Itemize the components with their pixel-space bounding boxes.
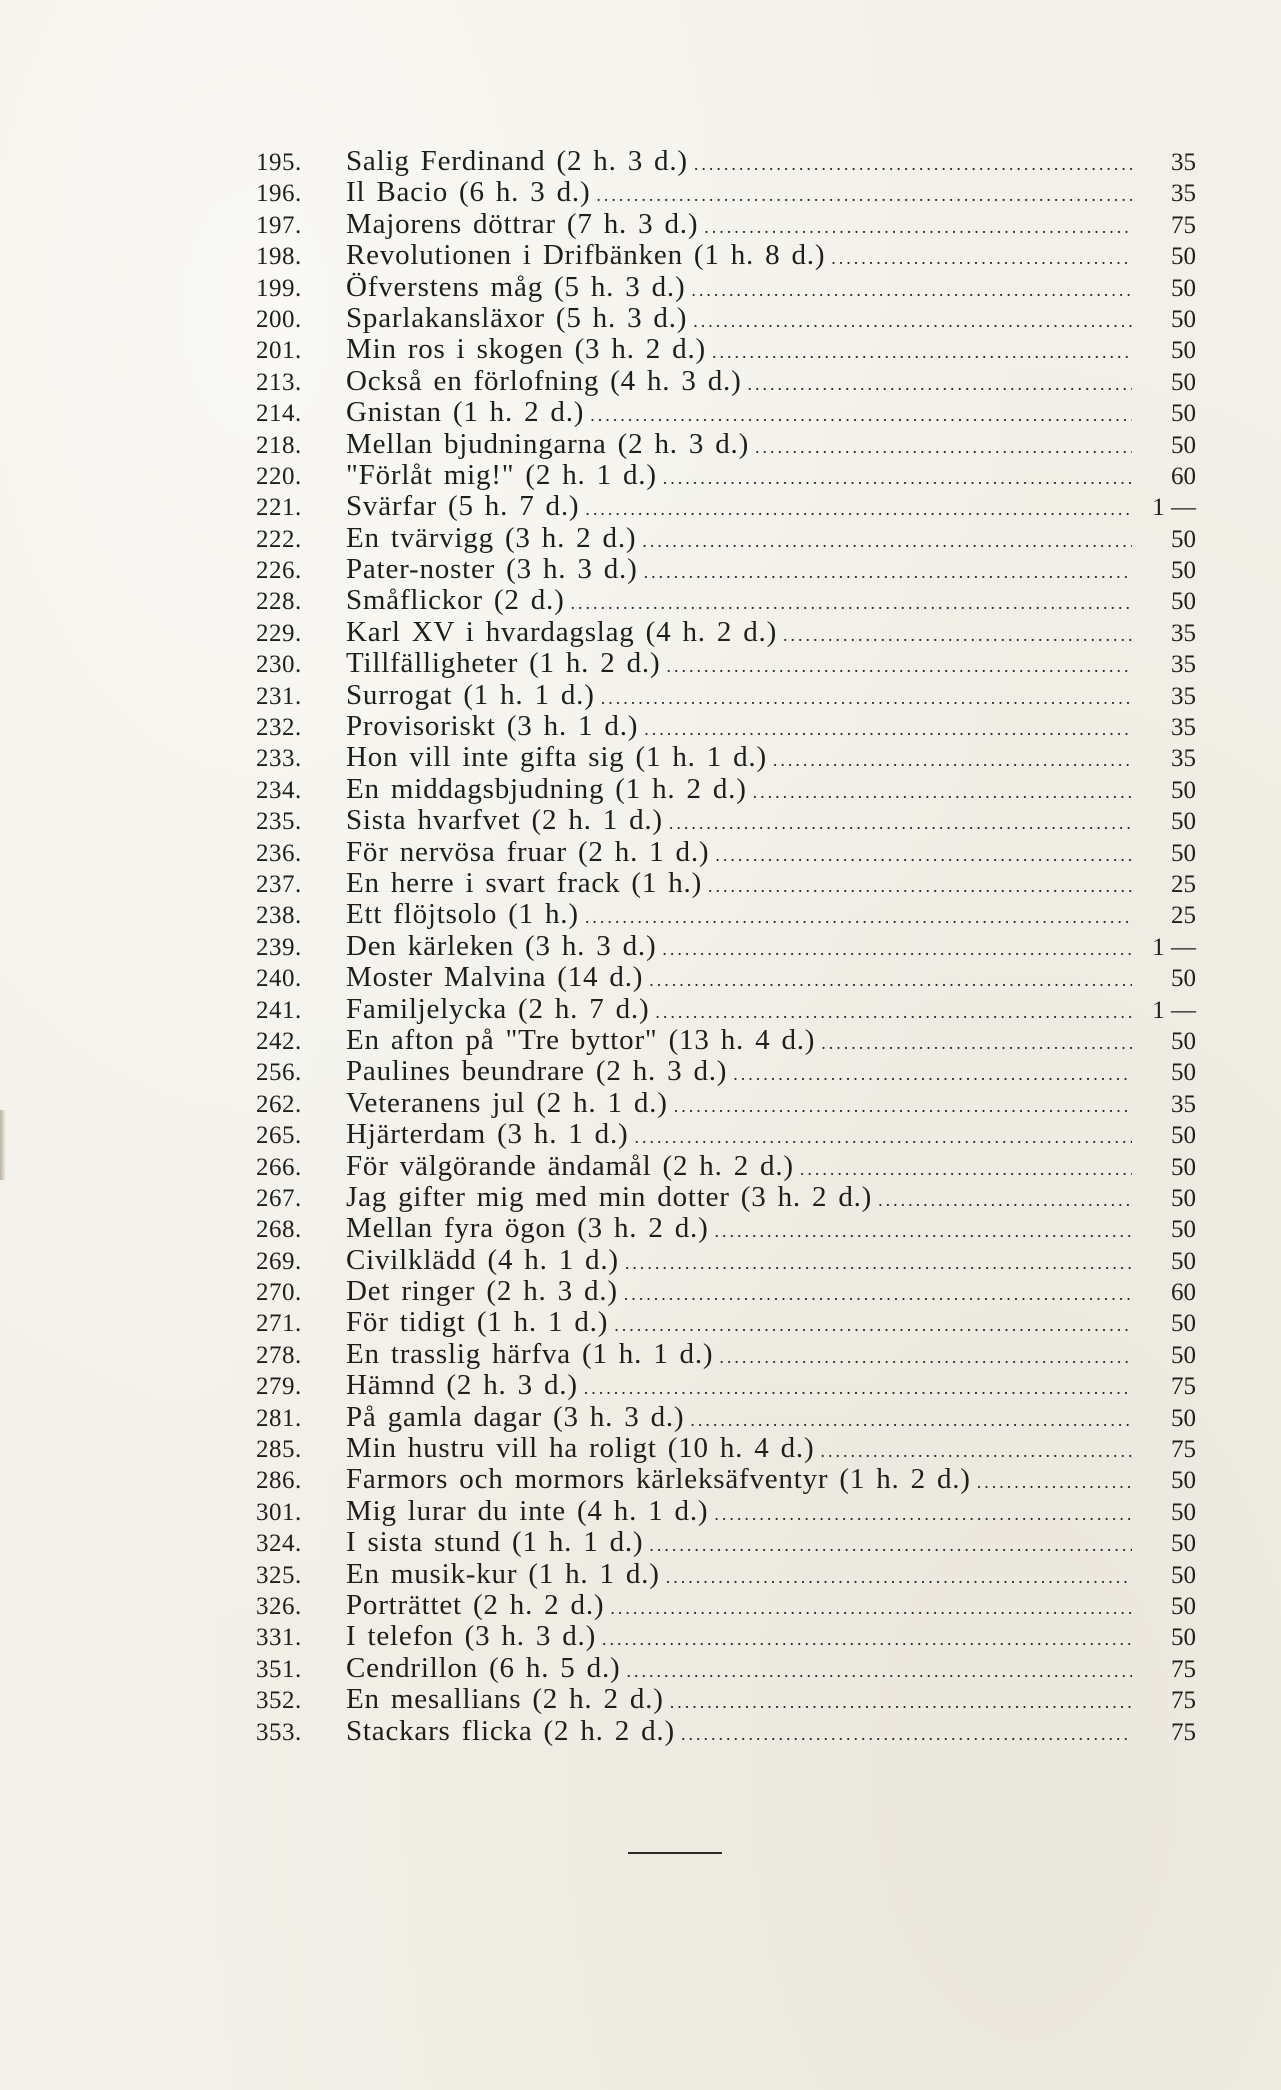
item-number: 267. xyxy=(256,1184,302,1212)
list-item xyxy=(256,240,1196,271)
dot-leader xyxy=(715,840,1132,871)
item-number: 279. xyxy=(256,1373,302,1401)
item-title: Sista hvarfvet (2 h. 1 d.) xyxy=(346,804,663,837)
list-item xyxy=(256,585,1196,616)
item-number: 200. xyxy=(256,305,302,333)
list-item xyxy=(256,994,1196,1025)
page-edge-shadow xyxy=(0,1110,6,1180)
item-number: 281. xyxy=(256,1404,302,1432)
list-item xyxy=(256,1056,1196,1087)
dot-leader xyxy=(821,1028,1132,1059)
item-title: Il Bacio (6 h. 3 d.) xyxy=(346,176,591,209)
dot-leader xyxy=(642,526,1132,557)
dot-leader xyxy=(585,494,1132,525)
item-number: 234. xyxy=(256,776,302,804)
item-price: 50 xyxy=(1171,965,1196,993)
item-price: 50 xyxy=(1171,1561,1196,1589)
item-title: Hämnd (2 h. 3 d.) xyxy=(346,1369,578,1402)
list-item xyxy=(256,177,1196,208)
list-item xyxy=(256,805,1196,836)
item-title: Småflickor (2 d.) xyxy=(346,584,565,617)
list-item xyxy=(256,397,1196,428)
item-title: Moster Malvina (14 d.) xyxy=(346,961,644,994)
item-title: Cendrillon (6 h. 5 d.) xyxy=(346,1651,621,1684)
list-item xyxy=(256,491,1196,522)
dot-leader xyxy=(733,1059,1132,1090)
list-item xyxy=(256,680,1196,711)
dot-leader xyxy=(666,1562,1132,1593)
item-title: Salig Ferdinand (2 h. 3 d.) xyxy=(346,145,688,177)
item-number: 236. xyxy=(256,839,302,867)
item-title: Surrogat (1 h. 1 d.) xyxy=(346,678,595,711)
item-title: Hjärterdam (3 h. 1 d.) xyxy=(346,1118,629,1151)
list-item xyxy=(256,1464,1196,1495)
list-item xyxy=(256,1276,1196,1307)
item-title: Revolutionen i Drifbänken (1 h. 8 d.) xyxy=(346,239,826,272)
dot-leader xyxy=(662,934,1132,965)
item-price: 75 xyxy=(1171,1436,1196,1464)
list-item xyxy=(256,1590,1196,1621)
item-price: 75 xyxy=(1171,1718,1196,1746)
item-number: 241. xyxy=(256,996,302,1024)
item-price: 50 xyxy=(1171,557,1196,585)
list-item xyxy=(256,303,1196,334)
list-item xyxy=(256,837,1196,868)
dot-leader xyxy=(674,1091,1132,1122)
item-title: En trasslig härfva (1 h. 1 d.) xyxy=(346,1337,714,1370)
dot-leader xyxy=(644,557,1132,588)
item-title: En mesallians (2 h. 2 d.) xyxy=(346,1683,664,1716)
item-title: Mig lurar du inte (4 h. 1 d.) xyxy=(346,1494,709,1527)
item-title: "Förlåt mig!" (2 h. 1 d.) xyxy=(346,458,657,491)
item-price: 35 xyxy=(1171,180,1196,208)
list-item xyxy=(256,1182,1196,1213)
item-price: 50 xyxy=(1171,588,1196,616)
item-number: 242. xyxy=(256,1027,302,1055)
item-number: 324. xyxy=(256,1530,302,1558)
item-number: 256. xyxy=(256,1059,302,1087)
item-price: 1 — xyxy=(1152,996,1196,1024)
item-title: Det ringer (2 h. 3 d.) xyxy=(346,1275,618,1308)
item-number: 239. xyxy=(256,933,302,961)
list-item xyxy=(256,1119,1196,1150)
item-title: Farmors och mormors kärleksäfventyr (1 h. 2 d.) xyxy=(346,1463,971,1496)
dot-leader xyxy=(610,1593,1132,1624)
list-item xyxy=(256,209,1196,240)
item-title: Sparlakansläxor (5 h. 3 d.) xyxy=(346,301,688,334)
item-title: Civilklädd (4 h. 1 d.) xyxy=(346,1243,619,1276)
list-item xyxy=(256,1433,1196,1464)
list-item xyxy=(256,1559,1196,1590)
item-price: 35 xyxy=(1171,1090,1196,1118)
item-title: Min ros i skogen (3 h. 2 d.) xyxy=(346,333,706,366)
item-price: 1 — xyxy=(1152,933,1196,961)
item-price: 35 xyxy=(1171,745,1196,773)
list-item xyxy=(256,648,1196,679)
item-price: 1 — xyxy=(1152,494,1196,522)
list-item xyxy=(256,523,1196,554)
item-price: 50 xyxy=(1171,1624,1196,1652)
item-number: 353. xyxy=(256,1718,302,1746)
item-price: 50 xyxy=(1171,1530,1196,1558)
item-title: Porträttet (2 h. 2 d.) xyxy=(346,1588,605,1621)
item-price: 25 xyxy=(1171,902,1196,930)
item-number: 271. xyxy=(256,1310,302,1338)
dot-leader xyxy=(755,432,1132,463)
item-number: 221. xyxy=(256,494,302,522)
list-item xyxy=(256,460,1196,491)
dot-leader xyxy=(715,1216,1132,1247)
item-title: Provisoriskt (3 h. 1 d.) xyxy=(346,710,639,743)
item-number: 262. xyxy=(256,1090,302,1118)
item-number: 226. xyxy=(256,557,302,585)
item-number: 326. xyxy=(256,1592,302,1620)
item-title: En middagsbjudning (1 h. 2 d.) xyxy=(346,772,747,805)
dot-leader xyxy=(602,1624,1132,1655)
item-price: 75 xyxy=(1171,1687,1196,1715)
list-item xyxy=(256,272,1196,303)
item-title: Min hustru vill ha roligt (10 h. 4 d.) xyxy=(346,1432,815,1465)
item-number: 235. xyxy=(256,808,302,836)
item-number: 285. xyxy=(256,1436,302,1464)
item-price: 50 xyxy=(1171,1498,1196,1526)
item-title: Mellan fyra ögon (3 h. 2 d.) xyxy=(346,1212,709,1245)
list-item xyxy=(256,1025,1196,1056)
item-number: 230. xyxy=(256,651,302,679)
play-price-list xyxy=(256,146,1196,1747)
item-price: 60 xyxy=(1171,1279,1196,1307)
item-price: 50 xyxy=(1171,1467,1196,1495)
item-title: Öfverstens måg (5 h. 3 d.) xyxy=(346,270,686,303)
dot-leader xyxy=(691,275,1132,306)
dot-leader xyxy=(626,1656,1132,1687)
item-price: 50 xyxy=(1171,1404,1196,1432)
item-number: 269. xyxy=(256,1247,302,1275)
item-price: 35 xyxy=(1171,714,1196,742)
item-price: 35 xyxy=(1171,651,1196,679)
item-price: 60 xyxy=(1171,462,1196,490)
item-number: 231. xyxy=(256,682,302,710)
item-title: För nervösa fruar (2 h. 1 d.) xyxy=(346,835,710,868)
list-item xyxy=(256,899,1196,930)
list-item xyxy=(256,366,1196,397)
dot-leader xyxy=(753,777,1132,808)
item-price: 50 xyxy=(1171,1216,1196,1244)
list-item xyxy=(256,1151,1196,1182)
dot-leader xyxy=(585,902,1132,933)
item-price: 50 xyxy=(1171,1310,1196,1338)
item-number: 233. xyxy=(256,745,302,773)
item-price: 75 xyxy=(1171,1655,1196,1683)
item-title: Hon vill inte gifta sig (1 h. 1 d.) xyxy=(346,741,767,774)
dot-leader xyxy=(831,243,1132,274)
item-number: 237. xyxy=(256,870,302,898)
item-price: 75 xyxy=(1171,211,1196,239)
item-price: 50 xyxy=(1171,525,1196,553)
dot-leader xyxy=(783,620,1132,651)
dot-leader xyxy=(773,745,1132,776)
item-number: 198. xyxy=(256,243,302,271)
dot-leader xyxy=(977,1467,1132,1498)
item-price: 50 xyxy=(1171,1592,1196,1620)
dot-leader xyxy=(666,651,1132,682)
list-item xyxy=(256,774,1196,805)
item-title: I telefon (3 h. 3 d.) xyxy=(346,1620,597,1653)
list-item xyxy=(256,146,1196,177)
item-number: 270. xyxy=(256,1279,302,1307)
list-item xyxy=(256,1402,1196,1433)
item-price: 50 xyxy=(1171,1341,1196,1369)
list-item xyxy=(256,617,1196,648)
item-price: 50 xyxy=(1171,1153,1196,1181)
dot-leader xyxy=(663,463,1132,494)
dot-leader xyxy=(584,1373,1132,1404)
item-number: 196. xyxy=(256,180,302,208)
item-number: 240. xyxy=(256,965,302,993)
item-title: Majorens döttrar (7 h. 3 d.) xyxy=(346,207,699,240)
dot-leader xyxy=(590,400,1132,431)
item-number: 222. xyxy=(256,525,302,553)
dot-leader xyxy=(670,1687,1132,1718)
list-item xyxy=(256,931,1196,962)
item-title: Gnistan (1 h. 2 d.) xyxy=(346,396,585,429)
dot-leader xyxy=(601,683,1132,714)
list-item xyxy=(256,742,1196,773)
item-title: Mellan bjudningarna (2 h. 3 d.) xyxy=(346,427,750,460)
item-title: För tidigt (1 h. 1 d.) xyxy=(346,1306,609,1339)
item-price: 50 xyxy=(1171,1059,1196,1087)
item-title: Pater-noster (3 h. 3 d.) xyxy=(346,553,638,586)
dot-leader xyxy=(693,306,1132,337)
list-item xyxy=(256,1527,1196,1558)
dot-leader xyxy=(669,808,1132,839)
item-title: För välgörande ändamål (2 h. 2 d.) xyxy=(346,1149,794,1182)
item-price: 25 xyxy=(1171,870,1196,898)
item-title: På gamla dagar (3 h. 3 d.) xyxy=(346,1400,685,1433)
item-title: I sista stund (1 h. 1 d.) xyxy=(346,1526,644,1559)
item-price: 35 xyxy=(1171,149,1196,176)
item-title: Ett flöjtsolo (1 h.) xyxy=(346,898,579,931)
dot-leader xyxy=(714,1499,1132,1530)
item-number: 301. xyxy=(256,1498,302,1526)
item-title: Jag gifter mig med min dotter (3 h. 2 d.) xyxy=(346,1180,873,1213)
item-number: 220. xyxy=(256,462,302,490)
item-number: 229. xyxy=(256,619,302,647)
item-title: Stackars flicka (2 h. 2 d.) xyxy=(346,1714,675,1747)
item-number: 266. xyxy=(256,1153,302,1181)
dot-leader xyxy=(649,965,1132,996)
item-price: 50 xyxy=(1171,431,1196,459)
item-title: En afton på "Tre byttor" (13 h. 4 d.) xyxy=(346,1023,816,1056)
item-title: Svärfar (5 h. 7 d.) xyxy=(346,490,580,523)
item-number: 214. xyxy=(256,400,302,428)
item-number: 278. xyxy=(256,1341,302,1369)
list-item xyxy=(256,1213,1196,1244)
dot-leader xyxy=(649,1530,1132,1561)
item-number: 286. xyxy=(256,1467,302,1495)
list-item xyxy=(256,429,1196,460)
list-item xyxy=(256,711,1196,742)
item-number: 228. xyxy=(256,588,302,616)
item-number: 197. xyxy=(256,211,302,239)
item-price: 50 xyxy=(1171,305,1196,333)
item-number: 325. xyxy=(256,1561,302,1589)
item-number: 238. xyxy=(256,902,302,930)
item-number: 331. xyxy=(256,1624,302,1652)
closing-rule xyxy=(628,1852,722,1854)
item-price: 50 xyxy=(1171,1027,1196,1055)
item-title: Den kärleken (3 h. 3 d.) xyxy=(346,929,657,962)
list-item xyxy=(256,1370,1196,1401)
item-number: 352. xyxy=(256,1687,302,1715)
item-title: Familjelycka (2 h. 7 d.) xyxy=(346,992,650,1025)
item-title: En herre i svart frack (1 h.) xyxy=(346,866,703,899)
list-item xyxy=(256,1684,1196,1715)
list-item xyxy=(256,868,1196,899)
dot-leader xyxy=(712,337,1132,368)
list-item xyxy=(256,1653,1196,1684)
item-title: Också en förlofning (4 h. 3 d.) xyxy=(346,364,742,397)
item-number: 199. xyxy=(256,274,302,302)
item-price: 50 xyxy=(1171,400,1196,428)
item-price: 50 xyxy=(1171,243,1196,271)
list-item xyxy=(256,962,1196,993)
dot-leader xyxy=(625,1248,1132,1279)
item-price: 50 xyxy=(1171,776,1196,804)
item-title: Veteranens jul (2 h. 1 d.) xyxy=(346,1086,668,1119)
dot-leader xyxy=(878,1185,1132,1216)
dot-leader xyxy=(681,1719,1132,1750)
item-price: 50 xyxy=(1171,274,1196,302)
item-price: 50 xyxy=(1171,1184,1196,1212)
item-price: 50 xyxy=(1171,1247,1196,1275)
list-item xyxy=(256,1621,1196,1652)
item-price: 50 xyxy=(1171,337,1196,365)
item-title: Paulines beundrare (2 h. 3 d.) xyxy=(346,1055,728,1088)
item-price: 75 xyxy=(1171,1373,1196,1401)
list-item xyxy=(256,334,1196,365)
item-number: 213. xyxy=(256,368,302,396)
item-number: 201. xyxy=(256,337,302,365)
dot-leader xyxy=(708,871,1132,902)
item-number: 268. xyxy=(256,1216,302,1244)
list-item xyxy=(256,1339,1196,1370)
item-price: 50 xyxy=(1171,839,1196,867)
list-item xyxy=(256,1088,1196,1119)
dot-leader xyxy=(694,149,1132,180)
item-title: Karl XV i hvardagslag (4 h. 2 d.) xyxy=(346,615,778,648)
item-price: 50 xyxy=(1171,1122,1196,1150)
item-number: 351. xyxy=(256,1655,302,1683)
list-item xyxy=(256,1307,1196,1338)
list-item xyxy=(256,1496,1196,1527)
item-number: 218. xyxy=(256,431,302,459)
list-item xyxy=(256,1716,1196,1747)
dot-leader xyxy=(624,1279,1132,1310)
item-number: 232. xyxy=(256,714,302,742)
dot-leader xyxy=(634,1122,1132,1153)
item-number: 265. xyxy=(256,1122,302,1150)
dot-leader xyxy=(748,369,1132,400)
list-item xyxy=(256,1245,1196,1276)
item-title: En tvärvigg (3 h. 2 d.) xyxy=(346,521,637,554)
item-price: 50 xyxy=(1171,368,1196,396)
item-price: 35 xyxy=(1171,682,1196,710)
item-number: 195. xyxy=(256,149,302,176)
item-title: Tillfälligheter (1 h. 2 d.) xyxy=(346,647,661,680)
item-price: 50 xyxy=(1171,808,1196,836)
dot-leader xyxy=(719,1342,1132,1373)
list-item xyxy=(256,554,1196,585)
item-title: En musik-kur (1 h. 1 d.) xyxy=(346,1557,660,1590)
item-price: 35 xyxy=(1171,619,1196,647)
